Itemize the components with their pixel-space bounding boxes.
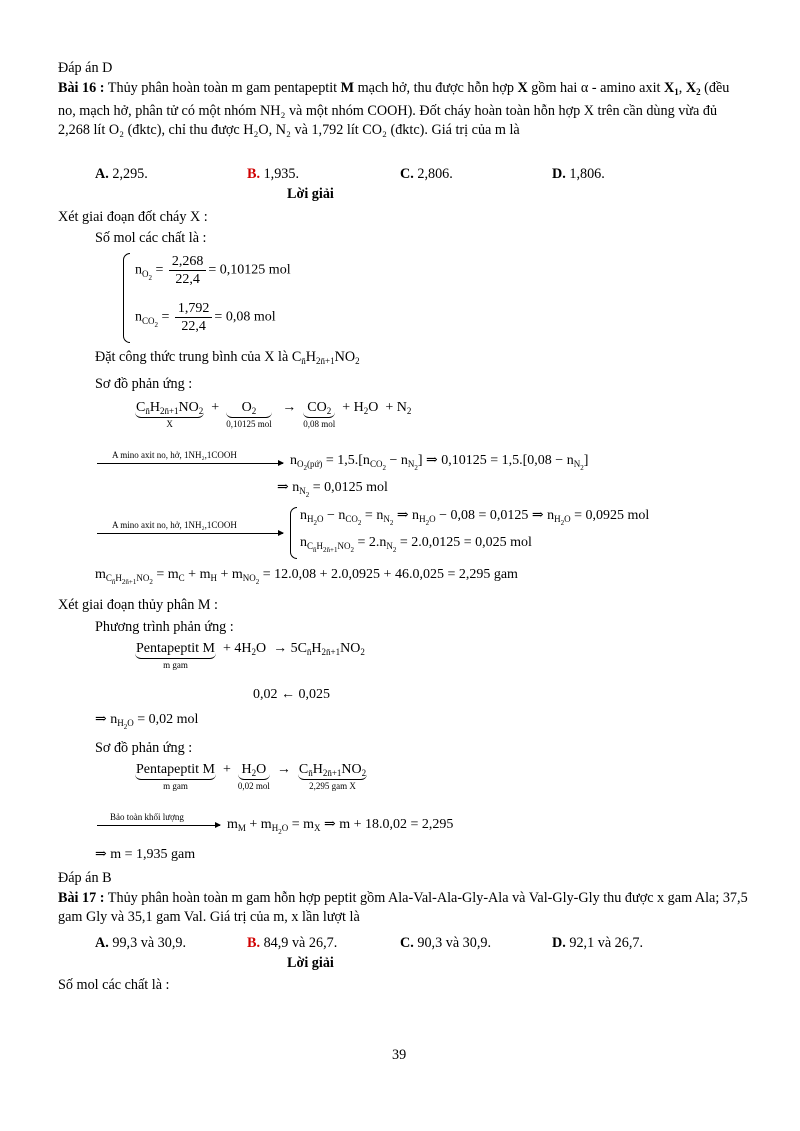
condition-2: A mino axit no, hở, 1NH₂,1COOH [112,520,237,530]
mol-intro: Số mol các chất là : [95,230,207,246]
brace-system [290,507,297,559]
answer-16: Đáp án B [58,870,112,886]
condition-mass: Bảo toàn khối lượng [110,812,184,822]
option-b-17: B. 84,9 và 26,7. [247,935,338,951]
mol-intro-17: Số mol các chất là : [58,977,170,993]
phase-hydrolysis: Xét giai đoạn thủy phân M : [58,597,218,613]
page-number: 39 [392,1047,407,1063]
arrow-1 [97,463,283,464]
mixture-x: X [517,80,528,96]
problem-16-text: Thủy phân hoàn toàn m gam pentapeptit [104,80,341,96]
equation-title: Phương trình phản ứng : [95,619,234,635]
system-eq-2: $n_{C_{n̄}H_{2n̄+1}NO_2} = 2.n_{N_2} = 2.0,0125 = 0,025$ mol [300,535,532,554]
scheme-reaction: $C_{n̄}H_{2n̄+1}NO_2$ X + $O_2$ 0,10125 mol → $CO_2$ 0,08 mol + $H_2O + N_2$ [136,400,412,429]
solution-title-17: Lời giải [287,955,334,971]
n-h2o: ⇒ $n_{H_2O} = 0,02$ mol [95,712,199,731]
problem-17-text: Thủy phân hoàn toàn m gam hỗn hợp peptit gồm Ala-Val-Ala-Gly-Ala và Val-Gly-Gly thu được x gam Ala; 37,5 gam Gly và 35,1 gam Val. Giá trị của m, x lần lượt là [58,890,748,925]
scheme-title: Sơ đồ phản ứng : [95,376,193,392]
option-c-16: C. 2,806. [400,166,453,182]
n-co2-eq: $n_{CO_2}$ = $\frac{1,792}{22,4}$ = 0,08 mol [135,301,276,334]
problem-17 [58,889,748,927]
option-c-17: C. 90,3 và 30,9. [400,935,492,951]
mass-x: $m_{C_{n̄}H_{2n̄+1}NO_2} = m_C + m_H + m_{NO_2} = 12.0,08 + 2.0,0925 + 46.0,025 = 2,295$ gam [95,567,518,586]
system-eq-1: $n_{H_2O} - n_{CO_2} = n_{N_2}$ ⇒ $n_{H_2O} - 0,08 = 0,0125$ ⇒ $n_{H_2O} = 0,0925$ mol [300,508,650,527]
problem-17-label: Bài 17 : [58,890,105,906]
problem-16-label: Bài 16 : [58,80,105,96]
solution-title-16: Lời giải [287,186,334,202]
phase-combustion: Xét giai đoạn đốt cháy X : [58,209,208,225]
problem-16-text-3: gồm hai α - amino axit [527,80,664,96]
scheme-2: Pentapeptit M m gam + $H_2O$ 0,02 mol → $C_{n̄}H_{2n̄+1}NO_2$ 2,295 gam X [136,762,367,791]
mol-row: 0,02 ← 0,025 [253,687,330,702]
brace-mol [123,253,130,343]
scheme-2-title: Sơ đồ phản ứng : [95,740,193,756]
problem-16-text-2: mạch hở, thu được hỗn hợp [354,80,518,96]
hydrolysis-equation: Pentapeptit M m gam + $4H_2O \to 5C_{n̄}H_{2n̄+1}NO_2$ [136,641,365,670]
option-d-16: D. 1,806. [552,166,605,182]
option-d-17: D. 92,1 và 26,7. [552,935,644,951]
arrow-3 [97,825,220,826]
problem-16: Bài 16 : Thủy phân hoàn toàn m gam pentapeptit M mạch hở, thu được hỗn hợp X gồm hai α - amino axit $X_1$, $X_2$ (đều no, mạch hở, phân tử có một nhóm NH₂ và một nhóm COOH). Đốt cháy hoàn toàn hỗn hợp X trên cần dùng vừa đủ 2,268 lít O₂ (đktc), chỉ thu được H₂O, N₂ và 1,792 lít CO₂ (đktc). Giá trị của m là [58,80,730,138]
answer-previous: Đáp án D [58,60,113,76]
arrow-2 [97,533,283,534]
condition-1: A mino axit no, hở, 1NH₂,1COOH [112,450,237,460]
n-n2: ⇒ $n_{N_2} = 0,0125$ mol [277,480,388,499]
problem-16-text-4: (đều no, mạch hở, phân tử có một nhóm NH₂ và một nhóm COOH). Đốt cháy hoàn toàn hỗn hợp X trên cần dùng vừa đủ 2,268 lít O₂ (đktc), chỉ thu được H₂O, N₂ và 1,792 lít CO₂ (đktc). Giá trị của m là [58,80,730,138]
mass-conservation: $m_M + m_{H_2O} = m_X$ ⇒ m + 18.0,02 = 2,295 [227,817,454,836]
o2-balance: $n_{O_2(pứ)} = 1,5.[n_{CO_2} - n_{N_2}]$ ⇒ $0,10125 = 1,5.[0,08 - n_{N_2}]$ [290,453,589,472]
final-result: ⇒ m = 1,935 gam [95,847,196,862]
peptide-m: M [340,80,355,96]
n-o2-eq: $n_{O_2}$ = $\frac{2,268}{22,4}$ = 0,10125 mol [135,254,291,287]
option-b-16: B. 1,935. [247,166,300,182]
avg-formula: Đặt công thức trung bình của X là $C_{n̄}H_{2n̄+1}NO_2$ [95,349,360,366]
option-a-17: A. 99,3 và 30,9. [95,935,187,951]
option-a-16: A. 2,295. [95,166,148,182]
